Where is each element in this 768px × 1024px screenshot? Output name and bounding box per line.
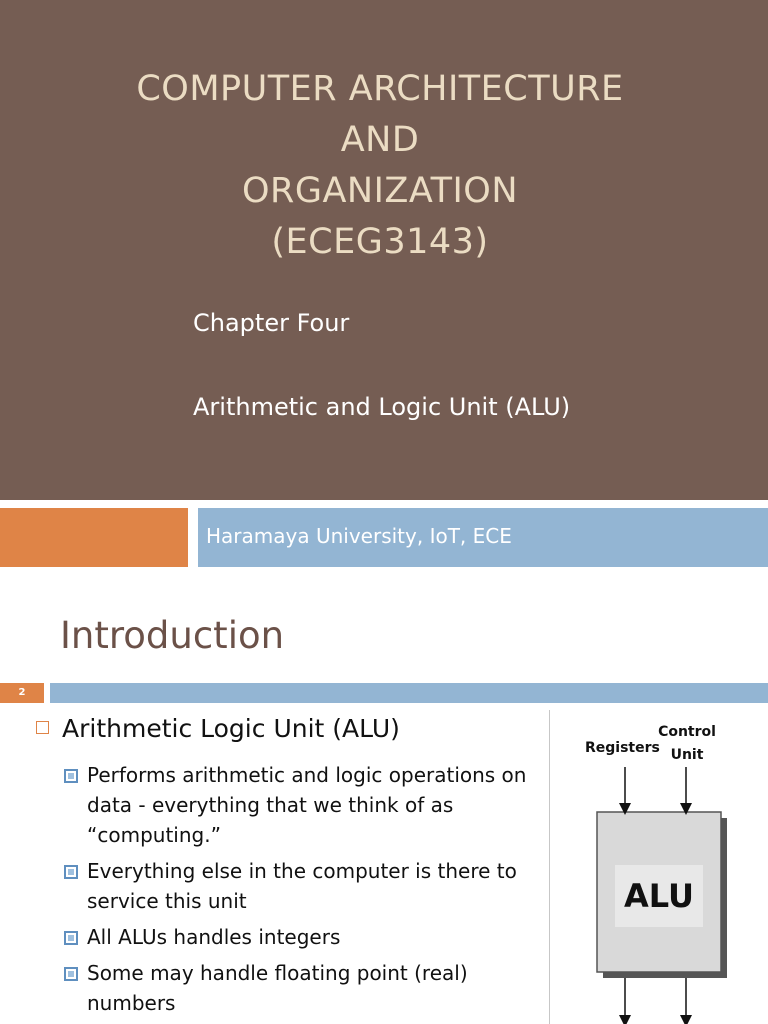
list-item-text: All ALUs handles integers: [87, 925, 341, 949]
page-number: 2: [0, 683, 44, 703]
chapter-label: Chapter Four: [193, 309, 350, 337]
chapter-topic: Arithmetic and Logic Unit (ALU): [193, 393, 571, 421]
square-bullet-icon: [64, 967, 78, 981]
title-line-3: ORGANIZATION: [241, 171, 519, 211]
square-bullet-icon: [64, 769, 78, 783]
footer-institution: Haramaya University, IoT, ECE: [206, 524, 512, 548]
control-unit-label: Control Unit: [658, 724, 716, 763]
list-item: [64, 958, 544, 1018]
list-item: [64, 760, 544, 850]
alu-label: ALU: [615, 865, 703, 927]
column-divider: [549, 710, 550, 1024]
square-bullet-icon: [64, 865, 78, 879]
header-bar: [50, 683, 768, 703]
course-title: [0, 64, 760, 268]
list-item-text: Performs arithmetic and logic operations on data - everything that we think of as “computing.”: [87, 763, 527, 847]
list-item-text: Everything else in the computer is there to service this unit: [87, 859, 517, 913]
square-bullet-icon: [64, 931, 78, 945]
main-bullet-text: Arithmetic Logic Unit (ALU): [62, 714, 400, 743]
footer-accent-bar: [0, 508, 188, 567]
sub-bullet-list: [64, 760, 544, 1024]
registers-label: Registers: [585, 740, 660, 756]
slide-title: Introduction: [60, 614, 285, 657]
list-item: [64, 856, 544, 916]
title-line-2: AND: [340, 120, 420, 160]
title-line-1: COMPUTER ARCHITECTURE: [136, 69, 624, 109]
title-line-4: (ECEG3143): [271, 222, 489, 262]
list-item: [64, 922, 544, 952]
hollow-square-bullet-icon: [36, 721, 49, 734]
title-slide: [0, 0, 768, 500]
list-item-text: Some may handle floating point (real) numbers: [87, 961, 468, 1015]
alu-diagram: [555, 705, 768, 1024]
main-bullet: [36, 714, 400, 743]
